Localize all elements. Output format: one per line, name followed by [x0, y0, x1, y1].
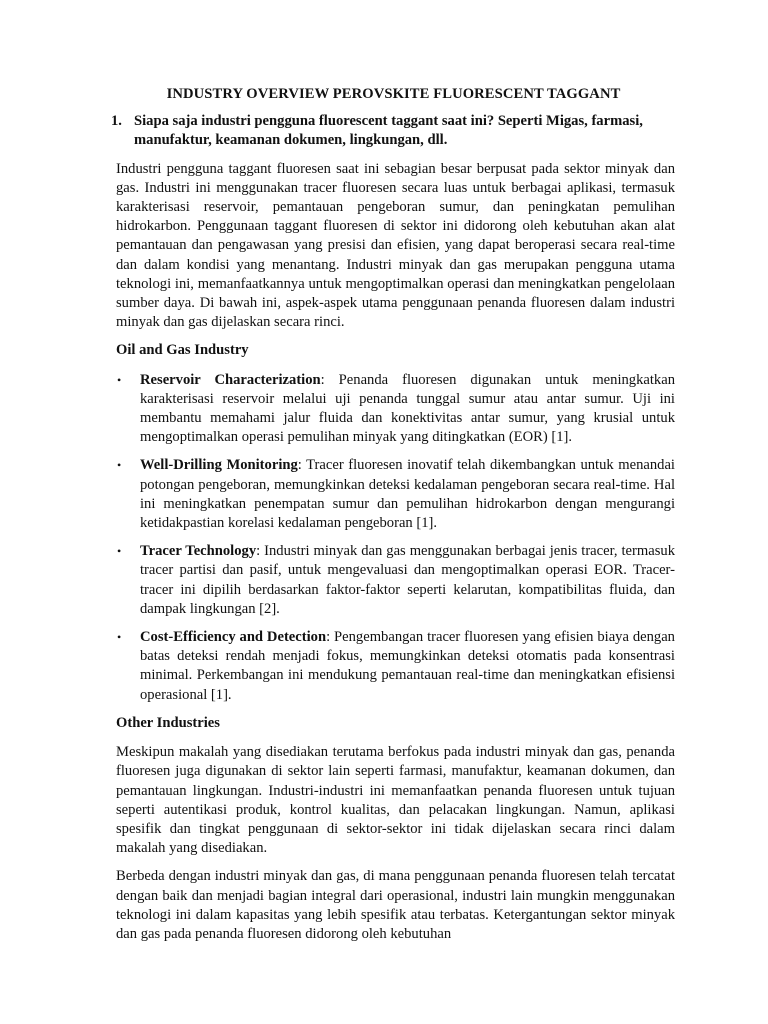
intro-paragraph: Industri pengguna taggant fluoresen saat ini sebagian besar berpusat pada sektor minyak dan gas. Industri ini menggunakan tracer fluoresen secara luas untuk berbagai aplikasi, termasuk karakterisasi reservoir, pemantauan pengeboran sumur, dan peningkatan pemulihan hidrokarbon. Penggunaan taggant fluoresen di sektor ini didorong oleh kebutuhan akan alat pemantauan dan pengawasan yang presisi dan efisien, yang dapat beroperasi secara real-time dan dalam kondisi yang menantang. Industri minyak dan gas merupakan pengguna utama teknologi ini, memanfaatkannya untuk mengoptimalkan operasi dan meningkatkan pengelolaan sumber daya. Di bawah ini, aspek-aspek utama penggunaan penanda fluoresen dalam industri minyak dan gas dijelaskan secara rinci. [116, 160, 675, 331]
bullet-icon: • [117, 630, 122, 645]
list-item-body [140, 628, 675, 705]
list-item [116, 542, 675, 619]
question-number: 1. [111, 113, 122, 130]
document-title: INDUSTRY OVERVIEW PEROVSKITE FLUORESCENT TAGGANT [166, 86, 621, 102]
list-item-text: : Pengembangan tracer fluoresen yang efisien biaya dengan batas deteksi rendah menjadi fokus, memungkinkan deteksi otomatis pada konsentrasi minimal. Perkembangan ini mendukung pemantauan real-time dan meningkatkan efisiensi operasional [1]. [140, 629, 675, 703]
list-item-body [140, 371, 675, 448]
oil-gas-list [116, 371, 675, 705]
list-item-term: Tracer Technology [140, 543, 257, 560]
list-item-text: : Penanda fluoresen digunakan untuk meningkatkan karakterisasi reservoir melalui uji penanda tunggal sumur atau antar sumur. Uji ini membantu memahami jalur fluida dan konektivitas antar sumur, yang krusial untuk mengoptimalkan operasi pemulihan minyak yang ditingkatkan (EOR) [1]. [140, 371, 675, 446]
other-paragraph: Berbeda dengan industri minyak dan gas, di mana penggunaan penanda fluoresen telah tercatat dengan baik dan menjadi bagian integral dari operasional, industri lain mungkin menggunakan teknologi ini dalam kapasitas yang lebih spesifik atau terbatas. Ketergantungan sektor minyak dan gas pada penanda fluoresen didorong oleh kebutuhan [116, 868, 675, 942]
other-paragraph: Meskipun makalah yang disediakan terutama berfokus pada industri minyak dan gas, penanda fluoresen juga digunakan di sektor lain seperti farmasi, manufaktur, keamanan dokumen, dan pemantauan lingkungan. Industri-industri ini memanfaatkan penanda fluoresen untuk tujuan seperti autentikasi produk, kontrol kualitas, dan pelacakan lingkungan. Namun, aplikasi spesifik dan tingkat penggunaan di sektor-sektor ini tidak dijelaskan secara rinci dalam makalah yang disediakan. [116, 744, 675, 857]
list-item [116, 371, 675, 448]
document-page [111, 85, 675, 953]
bullet-icon: • [117, 458, 122, 473]
other-industries-heading: Other Industries [116, 714, 220, 731]
bullet-icon: • [117, 544, 122, 559]
question-text: Siapa saja industri pengguna fluorescent taggant saat ini? Seperti Migas, farmasi, manufaktur, keamanan dokumen, lingkungan, dll. [134, 113, 643, 149]
list-item-term: Cost-Efficiency and Detection [140, 629, 327, 646]
list-item-body [140, 456, 675, 533]
list-item-text: : Industri minyak dan gas menggunakan berbagai jenis tracer, termasuk tracer partisi dan pasif, untuk mengevaluasi dan mengoptimalkan operasi EOR. Tracer-tracer ini dipilih berdasarkan faktor-faktor seperti kelarutan, kompatibilitas fluida, dan dampak lingkungan [2]. [140, 543, 675, 617]
list-item [116, 456, 675, 533]
list-item [116, 628, 675, 705]
list-item-term: Reservoir Characterization [140, 371, 321, 388]
list-item-body [140, 542, 675, 619]
bullet-icon: • [117, 372, 122, 387]
question-item [111, 112, 675, 150]
list-item-text: : Tracer fluoresen inovatif telah dikembangkan untuk menandai potongan pengeboran, memungkinkan deteksi kedalaman pengeboran secara real-time. Hal ini meningkatkan penempatan sumur dan pemulihan hidrokarbon dengan mengurangi ketidakpastian korelasi kedalaman pengeboran [1]. [140, 457, 675, 532]
list-item-term: Well-Drilling Monitoring [140, 457, 298, 474]
oil-gas-heading: Oil and Gas Industry [116, 342, 249, 359]
